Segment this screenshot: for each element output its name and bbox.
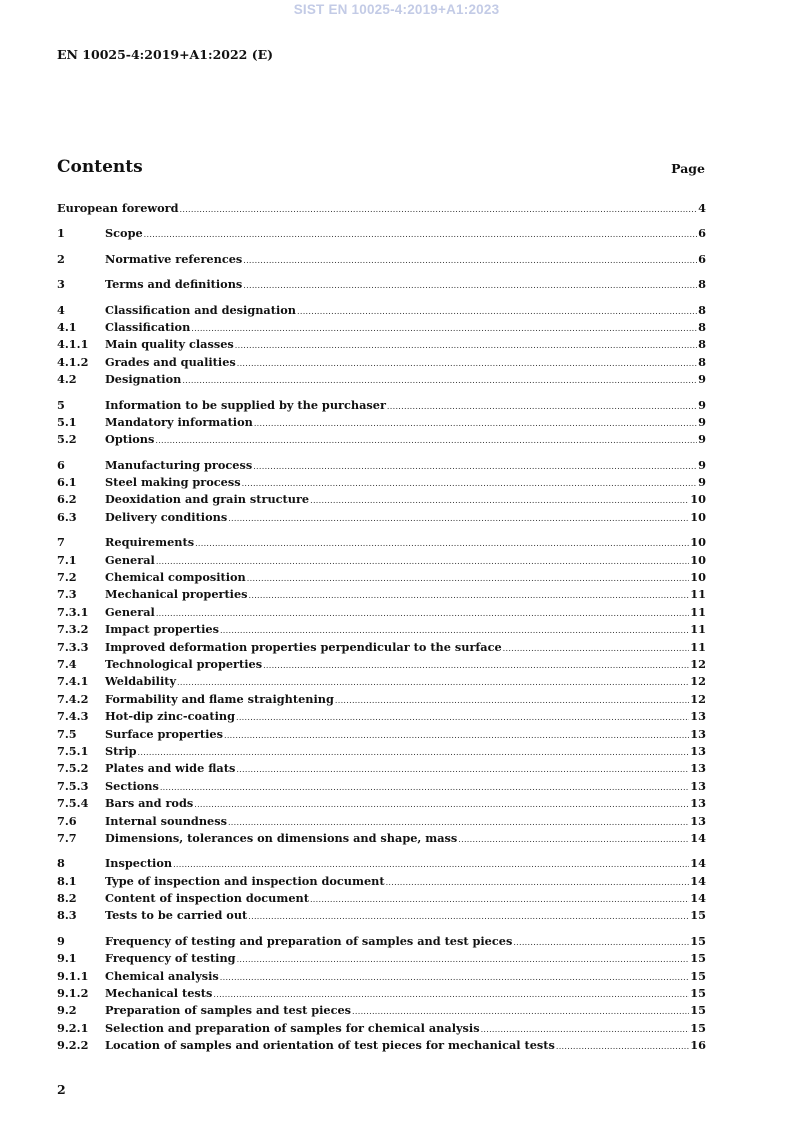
- toc-entry-title: Formability and flame straightening: [105, 691, 334, 706]
- toc-entry-page: 4: [698, 201, 706, 215]
- toc-dot-leader: [352, 1003, 689, 1020]
- toc-entry-title: Inspection: [105, 856, 173, 871]
- toc-entry-page: 16: [690, 1038, 706, 1053]
- toc-entry-title: General: [105, 604, 155, 619]
- toc-entry-number: 6.1: [57, 475, 77, 490]
- document-id: EN 10025-4:2019+A1:2022 (E): [57, 47, 274, 62]
- toc-entry-title: Delivery conditions: [105, 509, 228, 524]
- toc-entry-title: Technological properties: [105, 656, 263, 671]
- toc-dot-leader: [228, 510, 689, 527]
- toc-entry-page: 13: [690, 796, 706, 811]
- toc-entry[interactable]: [57, 795, 706, 812]
- toc-entry-page: 11: [690, 639, 706, 654]
- toc-entry-title: Classification and designation: [105, 302, 297, 317]
- toc-entry[interactable]: [57, 200, 706, 217]
- toc-entry-page: 15: [690, 951, 706, 966]
- toc-entry[interactable]: [57, 778, 706, 795]
- toc-entry-page: 11: [690, 587, 706, 602]
- toc-entry-title: Frequency of testing and preparation of samples and test pieces: [105, 933, 513, 948]
- toc-entry-number: 9.1.1: [57, 968, 89, 983]
- toc-dot-leader: [335, 692, 689, 709]
- toc-dot-leader: [236, 709, 689, 726]
- toc-entry-number: 9.2.1: [57, 1020, 89, 1035]
- toc-entry-title: Options: [105, 432, 155, 447]
- toc-entry-number: 4.1.2: [57, 354, 89, 369]
- toc-entry[interactable]: [57, 569, 706, 586]
- toc-dot-leader: [160, 779, 689, 796]
- toc-entry-page: 10: [690, 552, 706, 567]
- toc-dot-leader: [253, 458, 697, 475]
- toc-entry-title: Designation: [105, 372, 182, 387]
- toc-entry[interactable]: [57, 830, 706, 847]
- toc-dot-leader: [220, 969, 689, 986]
- toc-entry-title: Information to be supplied by the purchaser: [105, 397, 386, 412]
- toc-entry-title: Frequency of testing: [105, 951, 236, 966]
- toc-dot-leader: [387, 398, 697, 415]
- toc-entry-page: 12: [690, 691, 706, 706]
- toc-entry-number: 7.5.3: [57, 778, 89, 793]
- toc-entry[interactable]: [57, 673, 706, 690]
- toc-entry[interactable]: [57, 509, 706, 526]
- toc-entry-number: 7.4.3: [57, 709, 89, 724]
- toc-entry-page: 8: [698, 337, 706, 352]
- toc-entry-title: Terms and definitions: [105, 277, 243, 292]
- toc-entry[interactable]: [57, 907, 706, 924]
- toc-entry[interactable]: [57, 950, 706, 967]
- toc-dot-leader: [182, 372, 697, 389]
- toc-dot-leader: [254, 415, 697, 432]
- toc-dot-leader: [249, 587, 690, 604]
- toc-entry[interactable]: [57, 354, 706, 371]
- toc-entry-page: 12: [690, 674, 706, 689]
- toc-entry-number: 4.1.1: [57, 337, 89, 352]
- toc-dot-leader: [237, 355, 697, 372]
- toc-entry[interactable]: [57, 276, 706, 293]
- toc-entry-number: 5: [57, 397, 65, 412]
- toc-entry-page: 10: [690, 509, 706, 524]
- toc-entry-number: 6.2: [57, 492, 77, 507]
- page-column-label: Page: [671, 161, 705, 176]
- toc-entry-number: 9.2.2: [57, 1038, 89, 1053]
- toc-entry-number: 9.2: [57, 1003, 77, 1018]
- toc-entry-title: Bars and rods: [105, 796, 194, 811]
- toc-entry[interactable]: [57, 586, 706, 603]
- toc-entry-page: 6: [698, 251, 706, 266]
- toc-entry[interactable]: [57, 414, 706, 431]
- toc-entry-title: Chemical analysis: [105, 968, 219, 983]
- toc-entry-title: Grades and qualities: [105, 354, 236, 369]
- toc-dot-leader: [224, 727, 689, 744]
- toc-dot-leader: [310, 492, 689, 509]
- watermark-text: SIST EN 10025-4:2019+A1:2023: [293, 2, 500, 17]
- toc-entry-number: 8.1: [57, 873, 77, 888]
- toc-entry-number: 8.2: [57, 891, 77, 906]
- toc-entry-number: 6: [57, 457, 65, 472]
- toc-entry[interactable]: [57, 397, 706, 414]
- toc-dot-leader: [180, 201, 697, 218]
- toc-entry-title: Mandatory information: [105, 414, 253, 429]
- toc-entry[interactable]: [57, 933, 706, 950]
- toc-dot-leader: [237, 951, 690, 968]
- toc-entry[interactable]: [57, 708, 706, 725]
- toc-entry-title: Deoxidation and grain structure: [105, 492, 310, 507]
- toc-dot-leader: [481, 1021, 690, 1038]
- toc-dot-leader: [247, 570, 689, 587]
- toc-entry-title: Preparation of samples and test pieces: [105, 1003, 352, 1018]
- toc-entry-title: General: [105, 552, 155, 567]
- toc-entry-title: Sections: [105, 778, 159, 793]
- toc-entry-number: 7.3.1: [57, 604, 89, 619]
- toc-dot-leader: [228, 814, 689, 831]
- toc-entry-title: Content of inspection document: [105, 891, 309, 906]
- toc-entry-number: 7.3: [57, 587, 77, 602]
- toc-entry-title: Classification: [105, 319, 191, 334]
- toc-dot-leader: [243, 252, 697, 269]
- toc-entry-number: 5.2: [57, 432, 77, 447]
- toc-entry-number: 9: [57, 933, 65, 948]
- toc-entry[interactable]: [57, 1037, 706, 1054]
- toc-entry-title: Mechanical properties: [105, 587, 248, 602]
- toc-entry-number: 5.1: [57, 414, 77, 429]
- toc-entry-page: 14: [690, 873, 706, 888]
- toc-entry-page: 15: [690, 1020, 706, 1035]
- toc-entry[interactable]: [57, 968, 706, 985]
- toc-entry-title: Improved deformation properties perpendicular to the surface: [105, 639, 502, 654]
- toc-entry[interactable]: [57, 656, 706, 673]
- toc-entry-page: 15: [690, 933, 706, 948]
- toc-dot-leader: [386, 874, 690, 891]
- toc-entry-number: 7.5: [57, 726, 77, 741]
- toc-entry[interactable]: [57, 604, 706, 621]
- toc-entry[interactable]: [57, 431, 706, 448]
- toc-entry-title: Surface properties: [105, 726, 223, 741]
- toc-entry-number: 8: [57, 856, 65, 871]
- page-number: 2: [57, 1082, 66, 1097]
- toc-dot-leader: [213, 986, 689, 1003]
- toc-dot-leader: [297, 303, 697, 320]
- toc-dot-leader: [220, 622, 689, 639]
- toc-entry-number: 4.2: [57, 372, 77, 387]
- toc-entry-title: European foreword: [57, 201, 179, 215]
- toc-entry-number: 8.3: [57, 908, 77, 923]
- toc-entry-number: 7.1: [57, 552, 77, 567]
- toc-entry-page: 14: [690, 830, 706, 845]
- toc-entry-page: 6: [698, 226, 706, 241]
- toc-entry-title: Impact properties: [105, 622, 219, 637]
- toc-entry-title: Mechanical tests: [105, 986, 213, 1001]
- toc-entry-page: 9: [698, 397, 706, 412]
- toc-entry[interactable]: [57, 639, 706, 656]
- toc-entry[interactable]: [57, 491, 706, 508]
- toc-entry-number: 3: [57, 277, 65, 292]
- toc-entry[interactable]: [57, 621, 706, 638]
- toc-entry-title: Type of inspection and inspection document: [105, 873, 385, 888]
- toc-entry-page: 9: [698, 372, 706, 387]
- toc-dot-leader: [458, 831, 689, 848]
- toc-entry[interactable]: [57, 760, 706, 777]
- toc-entry-page: 10: [690, 492, 706, 507]
- toc-entry-number: 7.4: [57, 656, 77, 671]
- toc-entry[interactable]: [57, 302, 706, 319]
- toc-entry-title: Chemical composition: [105, 570, 246, 585]
- toc-entry-page: 14: [690, 891, 706, 906]
- contents-heading: Contents: [57, 157, 143, 177]
- toc-dot-leader: [513, 934, 689, 951]
- toc-entry[interactable]: [57, 474, 706, 491]
- toc-entry-page: 13: [690, 709, 706, 724]
- toc-entry-title: Requirements: [105, 535, 195, 550]
- toc-dot-leader: [138, 744, 690, 761]
- toc-dot-leader: [248, 908, 689, 925]
- toc-entry-page: 9: [698, 475, 706, 490]
- toc-entry[interactable]: [57, 534, 706, 551]
- table-of-contents: [57, 200, 706, 1055]
- toc-entry-title: Selection and preparation of samples for chemical analysis: [105, 1020, 480, 1035]
- toc-entry-page: 12: [690, 656, 706, 671]
- toc-entry-page: 13: [690, 813, 706, 828]
- toc-entry-page: 9: [698, 432, 706, 447]
- toc-entry-number: 7.4.1: [57, 674, 89, 689]
- toc-entry-page: 8: [698, 277, 706, 292]
- toc-entry-number: 2: [57, 251, 65, 266]
- toc-dot-leader: [503, 640, 690, 657]
- toc-entry-page: 11: [690, 604, 706, 619]
- toc-entry[interactable]: [57, 890, 706, 907]
- toc-entry-page: 15: [690, 986, 706, 1001]
- toc-dot-leader: [177, 674, 689, 691]
- toc-entry[interactable]: [57, 457, 706, 474]
- toc-entry-page: 13: [690, 726, 706, 741]
- toc-entry[interactable]: [57, 1020, 706, 1037]
- toc-entry-page: 10: [690, 535, 706, 550]
- toc-entry-number: 4.1: [57, 319, 77, 334]
- toc-dot-leader: [156, 605, 689, 622]
- toc-entry-number: 7: [57, 535, 65, 550]
- toc-dot-leader: [235, 337, 697, 354]
- toc-entry-page: 13: [690, 743, 706, 758]
- toc-entry[interactable]: [57, 855, 706, 872]
- toc-entry-number: 4: [57, 302, 65, 317]
- toc-dot-leader: [236, 761, 689, 778]
- toc-entry[interactable]: [57, 225, 706, 242]
- toc-entry[interactable]: [57, 873, 706, 890]
- toc-entry[interactable]: [57, 251, 706, 268]
- toc-entry-title: Plates and wide flats: [105, 761, 236, 776]
- toc-entry-title: Hot-dip zinc-coating: [105, 709, 235, 724]
- toc-entry[interactable]: [57, 691, 706, 708]
- toc-entry[interactable]: [57, 552, 706, 569]
- toc-dot-leader: [263, 657, 689, 674]
- toc-entry-page: 15: [690, 1003, 706, 1018]
- toc-entry-number: 1: [57, 226, 65, 241]
- toc-dot-leader: [155, 432, 697, 449]
- toc-entry[interactable]: [57, 813, 706, 830]
- toc-dot-leader: [156, 553, 689, 570]
- toc-entry-page: 14: [690, 856, 706, 871]
- toc-entry-title: Scope: [105, 226, 143, 241]
- toc-entry-number: 6.3: [57, 509, 77, 524]
- toc-entry-page: 8: [698, 354, 706, 369]
- toc-dot-leader: [195, 535, 689, 552]
- toc-dot-leader: [310, 891, 689, 908]
- toc-entry-number: 9.1.2: [57, 986, 89, 1001]
- toc-entry-number: 7.3.3: [57, 639, 89, 654]
- toc-dot-leader: [194, 796, 689, 813]
- toc-dot-leader: [173, 856, 689, 873]
- toc-entry-title: Normative references: [105, 251, 243, 266]
- toc-entry[interactable]: [57, 371, 706, 388]
- toc-dot-leader: [144, 226, 697, 243]
- toc-entry-number: 7.5.2: [57, 761, 89, 776]
- toc-entry-page: 13: [690, 761, 706, 776]
- toc-entry-page: 8: [698, 302, 706, 317]
- toc-dot-leader: [556, 1038, 689, 1055]
- toc-entry[interactable]: [57, 1002, 706, 1019]
- toc-entry-title: Strip: [105, 743, 137, 758]
- toc-entry-page: 15: [690, 968, 706, 983]
- toc-entry-number: 7.3.2: [57, 622, 89, 637]
- toc-dot-leader: [242, 475, 697, 492]
- toc-entry-number: 7.5.4: [57, 796, 89, 811]
- toc-entry[interactable]: [57, 985, 706, 1002]
- toc-entry-number: 7.5.1: [57, 743, 89, 758]
- toc-entry-title: Steel making process: [105, 475, 241, 490]
- toc-entry-title: Weldability: [105, 674, 177, 689]
- toc-entry-page: 11: [690, 622, 706, 637]
- toc-entry-page: 10: [690, 570, 706, 585]
- toc-entry-page: 15: [690, 908, 706, 923]
- toc-entry[interactable]: [57, 726, 706, 743]
- toc-entry-page: 8: [698, 319, 706, 334]
- toc-entry-title: Internal soundness: [105, 813, 227, 828]
- toc-entry[interactable]: [57, 336, 706, 353]
- toc-entry-page: 9: [698, 414, 706, 429]
- toc-entry-number: 7.6: [57, 813, 77, 828]
- toc-entry-number: 9.1: [57, 951, 77, 966]
- toc-entry-title: Tests to be carried out: [105, 908, 248, 923]
- toc-entry-title: Dimensions, tolerances on dimensions and shape, mass: [105, 830, 458, 845]
- toc-entry-title: Manufacturing process: [105, 457, 253, 472]
- toc-dot-leader: [243, 277, 697, 294]
- toc-entry-page: 13: [690, 778, 706, 793]
- toc-dot-leader: [191, 320, 697, 337]
- toc-entry[interactable]: [57, 319, 706, 336]
- toc-entry-number: 7.2: [57, 570, 77, 585]
- toc-entry-number: 7.7: [57, 830, 77, 845]
- toc-entry[interactable]: [57, 743, 706, 760]
- toc-entry-title: Location of samples and orientation of test pieces for mechanical tests: [105, 1038, 555, 1053]
- toc-entry-number: 7.4.2: [57, 691, 89, 706]
- toc-entry-page: 9: [698, 457, 706, 472]
- toc-entry-title: Main quality classes: [105, 337, 234, 352]
